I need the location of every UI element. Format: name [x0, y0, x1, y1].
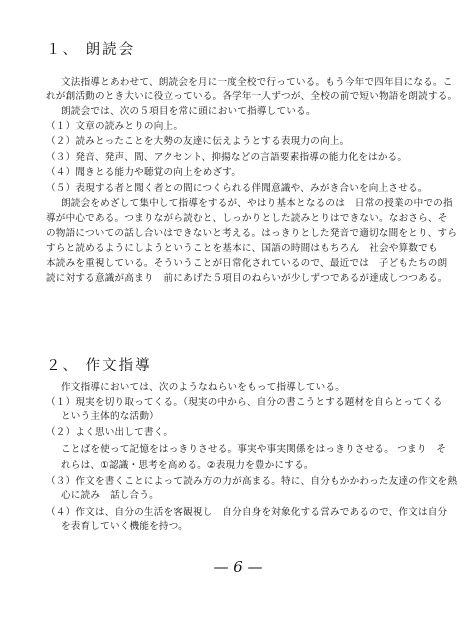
composition-goal-item: （４）作文は、自分の生活を客観視し 自分自身を対象化する営みであるので、作文は自分 [46, 507, 448, 518]
reading-paragraph-line: 文法指導とあわせて、朗読会を月に一度全校で行っている。もう今年で四年目になる。こ [61, 77, 453, 88]
reading-paragraph-line: れが創活動のとき大いに役立っている。各学年一人ずつが、全校の前で短い物語を朗読する。 [46, 91, 458, 102]
reading-paragraph-line: の物語についての話し合いはできないと考える。はっきりとした発音で適切な間をとり、すら [46, 228, 458, 239]
reading-paragraph-line: すらと読めるようにしようということを基本に、国語の時間はもちろん 社会や算数でも [46, 243, 438, 254]
reading-goal-item: （２）読みとったことを大勢の友達に伝えようとする表現力の向上。 [46, 136, 350, 147]
composition-paragraph-line: れらは、①認識・思考を高める。②表現力を豊かにする。 [61, 460, 314, 471]
section-heading-composition: ２、 作文指導 [46, 358, 152, 374]
composition-goal-item: （２）よく思い出して書く。 [46, 427, 174, 438]
reading-goal-item: （５）表現する者と聞く者との間につくられる伴聞意識や、みがき合いを向上させる。 [46, 183, 428, 194]
page-number: — 6 — [213, 558, 263, 576]
composition-paragraph-line: 作文指導においては、次のようなねらいをもって指導している。 [61, 382, 346, 393]
reading-goal-item: （４）聞きとる能力や聴覚の向上をめざす。 [46, 167, 242, 178]
composition-paragraph-line: ことばを使って記憶をはっきりさせる。事実や事実関係をはっきりさせる。 つまり そ [61, 444, 447, 455]
section-heading-reading: １、 朗読会 [46, 42, 136, 58]
reading-paragraph-line: 朗読会をめざして集中して指導をするが、やはり基本となるのは 日常の授業の中での指 [61, 198, 453, 209]
composition-goal-item: （３）作文を書くことによって読み方の力が高まる。特に、自分もかかわった友達の作文を熱 [46, 476, 458, 487]
composition-goal-item: 心に読み 話し合う。 [61, 490, 159, 501]
composition-goal-item: という主体的な活動） [61, 411, 159, 422]
reading-paragraph-line: 本読みを重視している。そういうことが日常化されているので、最近では 子どもたちの朗 [46, 258, 448, 269]
reading-paragraph-line: 導が中心である。つまりながら読むと、しっかりとした読みとりはできない。なおさら、そ [46, 213, 448, 224]
composition-goal-item: （１）現実を切り取ってくる。（現実の中から、自分の書こうとする題材を自らとってくる [46, 397, 443, 408]
reading-goal-item: （１）文章の読みとりの向上。 [46, 121, 184, 132]
reading-paragraph-line: 朗読会では、次の５項目を常に頭において指導している。 [61, 106, 316, 117]
reading-paragraph-line: 読に対する意識が高まり 前にあげた５項目のねらいが少しずつであるが達成しつつある。 [46, 273, 448, 284]
reading-goal-item: （３）発音、発声、間、アクセント、抑揚などの言語要素指導の能力化をはかる。 [46, 152, 408, 163]
composition-goal-item: を表育していく機能を持つ。 [61, 521, 188, 532]
